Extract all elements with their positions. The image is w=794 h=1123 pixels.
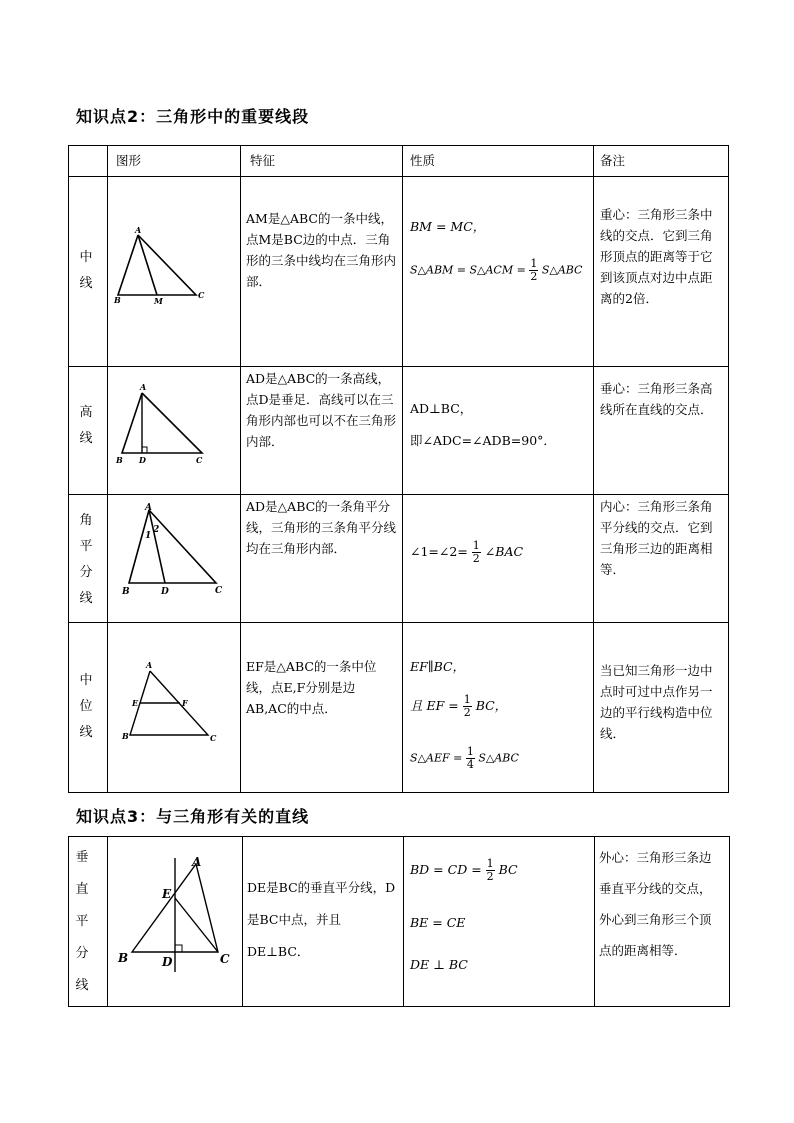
fig3-label-d: D: [161, 587, 169, 597]
fig3-label-c: C: [215, 586, 223, 596]
row-midline-prop3: S△AEF = $\frac{1}{4}$ S△ABC: [410, 745, 519, 771]
row-median-prop2: S△ABM = S△ACM = $\frac{1}{2}$ S△ABC: [410, 257, 583, 283]
row-median-label: 中 线: [79, 250, 93, 291]
fig1-label-b: B: [114, 295, 121, 305]
perpendicular-figure: [110, 846, 240, 976]
fig3-label-a: A: [145, 503, 152, 513]
row-perp-prop2: BE = CE: [410, 915, 466, 930]
section3-title: 知识点3：与三角形有关的直线: [76, 807, 310, 826]
row-median-prop1: BM = MC，: [410, 219, 486, 234]
header-note: 备注: [600, 153, 626, 168]
row-altitude-label: 高 线: [79, 405, 93, 446]
fig4-label-a: A: [146, 660, 153, 670]
fig3-label-b: B: [122, 587, 130, 597]
fig2-label-b: B: [116, 455, 123, 465]
row-midline-prop2: 且 EF = $\frac{1}{2}$ BC，: [410, 693, 508, 719]
median-figure: [110, 220, 210, 310]
row-perp-prop3: DE ⊥ BC: [410, 957, 468, 972]
fig4-label-b: B: [122, 731, 129, 741]
row-midline-note: 当已知三角形一边中点时可过中点作另一边的平行线构造中位线．: [600, 663, 713, 741]
fig5-label-b: B: [118, 951, 129, 965]
row-bisector-label: 角 平 分 线: [79, 513, 93, 606]
row-median-note: 重心：三角形三条中线的交点．它到三角形顶点的距离等于它到该顶点对边中点距离的2倍．: [600, 207, 713, 306]
row-altitude-note: 垂心：三角形三条高线所在直线的交点．: [600, 381, 713, 417]
row-midline-label: 中 位 线: [79, 673, 93, 740]
row-perp-prop1: BD = CD = $\frac{1}{2}$ BC: [410, 857, 518, 883]
fig1-label-c: C: [198, 290, 205, 300]
fig4-label-c: C: [210, 733, 217, 743]
fig2-label-a: A: [140, 382, 147, 392]
row-median-feature: AM是△ABC的一条中线，点M是BC边的中点．三角形的三条中线均在三角形内部．: [246, 211, 397, 289]
row-perp-note: 外心：三角形三条边垂直平分线的交点，外心到三角形三个顶点的距离相等．: [599, 850, 712, 958]
row-altitude-prop1: AD⊥BC，: [410, 401, 473, 416]
midline-figure: [110, 655, 220, 747]
row-altitude-feature: AD是△ABC的一条高线，点D是垂足．高线可以在三角形内部也可以不在三角形内部．: [246, 371, 397, 449]
fig3-label-1: 1: [145, 531, 152, 541]
row-midline-feature: EF是△ABC的一条中位线，点E,F分别是边AB,AC的中点．: [246, 659, 377, 716]
fig1-label-a: A: [135, 225, 142, 235]
fig2-label-d: D: [139, 455, 146, 465]
fig2-label-c: C: [196, 455, 203, 465]
row-perp-feature: DE是BC的垂直平分线，D是BC中点，并且DE⊥BC．: [247, 880, 396, 959]
row-altitude-prop2: 即∠ADC=∠ADB=90°．: [410, 433, 556, 448]
row-bisector-prop: ∠1=∠2= $\frac{1}{2}$ ∠BAC: [410, 539, 524, 565]
fig3-label-2: 2: [153, 525, 160, 535]
fig5-label-d: D: [162, 955, 173, 969]
row-perp-label: 垂 直 平 分 线: [75, 850, 89, 993]
row-bisector-feature: AD是△ABC的一条角平分线，三角形的三条角平分线均在三角形内部．: [246, 499, 397, 556]
header-property: 性质: [410, 153, 436, 168]
row-midline-prop1: EF∥BC，: [410, 659, 466, 674]
fig5-label-a: A: [192, 855, 202, 869]
fig5-label-e: E: [162, 887, 172, 901]
header-feature: 特征: [250, 153, 276, 168]
altitude-figure: [110, 380, 210, 470]
section2-title: 知识点2：三角形中的重要线段: [76, 107, 310, 126]
row-bisector-note: 内心：三角形三条角平分线的交点．它到三角形三边的距离相等．: [600, 499, 713, 577]
fig1-label-m: M: [154, 296, 163, 306]
fig4-label-f: F: [182, 698, 188, 708]
fig4-label-e: E: [132, 698, 139, 708]
header-figure: 图形: [116, 153, 142, 168]
bisector-figure: [110, 498, 225, 603]
fig5-label-c: C: [220, 952, 230, 966]
